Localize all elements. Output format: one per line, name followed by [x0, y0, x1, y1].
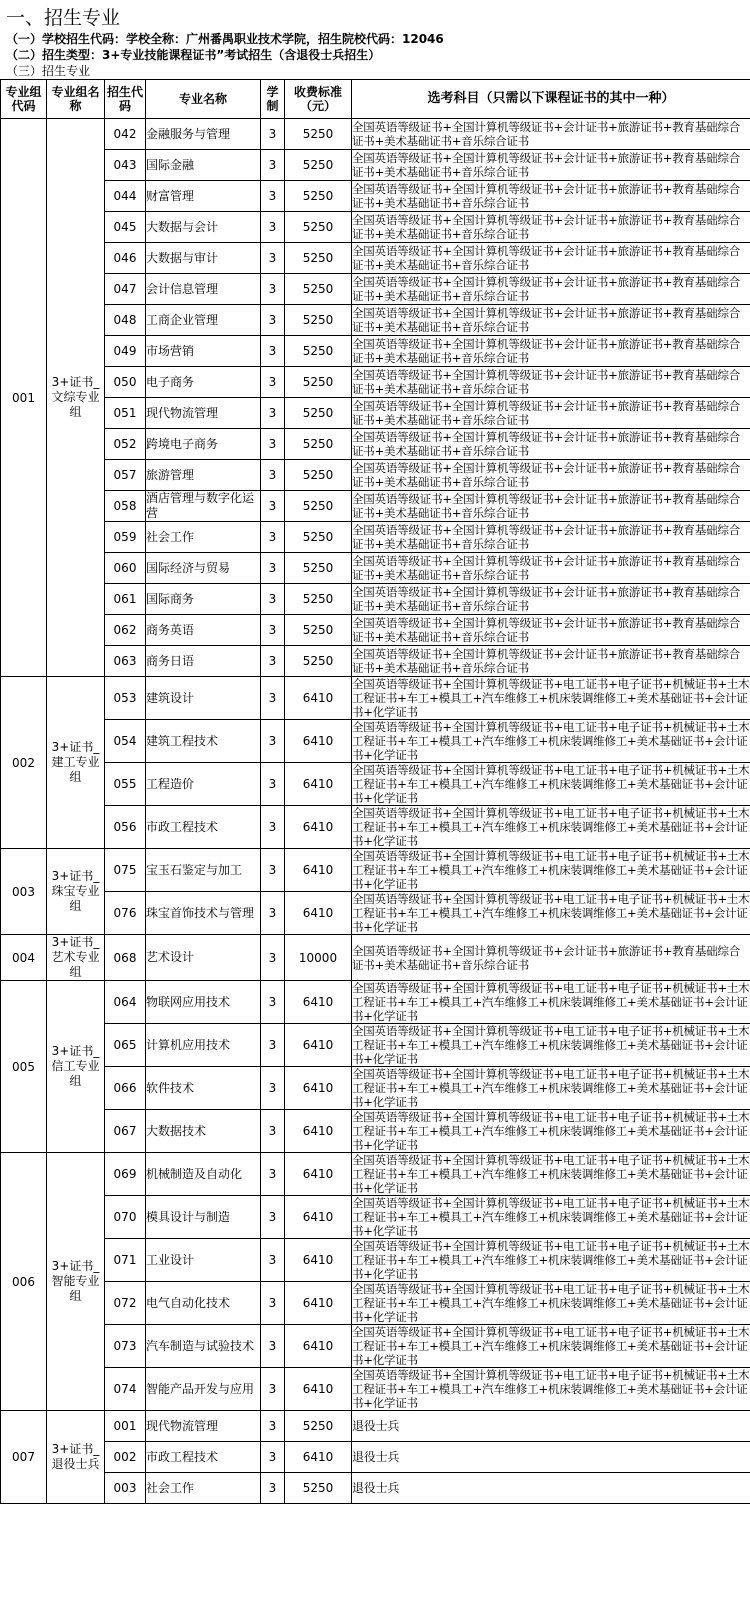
- major-code-cell: 073: [105, 1325, 146, 1368]
- table-row: [1, 336, 750, 367]
- header-row: [1, 80, 750, 119]
- major-code-cell: 055: [105, 763, 146, 806]
- fee-cell: 5250: [285, 305, 352, 336]
- years-cell: 3: [261, 522, 285, 553]
- major-name-cell: 建筑工程技术: [146, 720, 261, 763]
- years-cell: 3: [261, 1110, 285, 1153]
- years-cell: 3: [261, 274, 285, 305]
- subjects-cell: 全国英语等级证书+全国计算机等级证书+会计证书+旅游证书+教育基础综合证书+美术基础证书+音乐综合证书: [352, 367, 750, 398]
- years-cell: 3: [261, 1411, 285, 1442]
- fee-cell: 10000: [285, 935, 352, 981]
- subjects-cell: 全国英语等级证书+全国计算机等级证书+电工证书+电子证书+机械证书+土木工程证书+车工+模具工+汽车维修工+机床装调维修工+美术基础证书+会计证书+化学证书: [352, 1282, 750, 1324]
- fee-cell: 5250: [285, 336, 352, 367]
- major-name-cell: 市政工程技术: [146, 806, 261, 849]
- subjects-cell: 全国英语等级证书+全国计算机等级证书+电工证书+电子证书+机械证书+土木工程证书+车工+模具工+汽车维修工+机床装调维修工+美术基础证书+会计证书+化学证书: [352, 720, 750, 762]
- subjects-cell: 退役士兵: [352, 1473, 750, 1504]
- major-name-cell: 建筑设计: [146, 677, 261, 720]
- major-name-cell: 会计信息管理: [146, 274, 261, 305]
- subjects-cell: 全国英语等级证书+全国计算机等级证书+会计证书+旅游证书+教育基础综合证书+美术基础证书+音乐综合证书: [352, 305, 750, 336]
- subjects-cell: 全国英语等级证书+全国计算机等级证书+电工证书+电子证书+机械证书+土木工程证书+车工+模具工+汽车维修工+机床装调维修工+美术基础证书+会计证书+化学证书: [352, 1325, 750, 1367]
- major-name-cell: 艺术设计: [146, 935, 261, 981]
- major-name-cell: 电气自动化技术: [146, 1282, 261, 1325]
- table-row: [1, 1067, 750, 1110]
- years-cell: 3: [261, 367, 285, 398]
- table-row: [1, 212, 750, 243]
- major-code-cell: 056: [105, 806, 146, 849]
- major-code-cell: 064: [105, 981, 146, 1024]
- major-code-cell: 072: [105, 1282, 146, 1325]
- subjects-cell: 全国英语等级证书+全国计算机等级证书+会计证书+旅游证书+教育基础综合证书+美术基础证书+音乐综合证书: [352, 150, 750, 181]
- table-row: [1, 763, 750, 806]
- fee-cell: 5250: [285, 522, 352, 553]
- major-name-cell: 模具设计与制造: [146, 1196, 261, 1239]
- fee-cell: 6410: [285, 1196, 352, 1239]
- major-name-cell: 跨境电子商务: [146, 429, 261, 460]
- subjects-cell: 全国英语等级证书+全国计算机等级证书+会计证书+旅游证书+教育基础综合证书+美术基础证书+音乐综合证书: [352, 491, 750, 522]
- fee-cell: 6410: [285, 1282, 352, 1325]
- fee-cell: 6410: [285, 1067, 352, 1110]
- subjects-cell: 全国英语等级证书+全国计算机等级证书+会计证书+旅游证书+教育基础综合证书+美术基础证书+音乐综合证书: [352, 646, 750, 677]
- major-code-cell: 057: [105, 460, 146, 491]
- major-name-cell: 市场营销: [146, 336, 261, 367]
- fee-cell: 6410: [285, 763, 352, 806]
- fee-cell: 6410: [285, 1110, 352, 1153]
- major-name-cell: 大数据与会计: [146, 212, 261, 243]
- header-major-code: 招生代码: [105, 80, 146, 119]
- group-code-cell: 004: [1, 935, 47, 981]
- table-row: [1, 491, 750, 522]
- fee-cell: 6410: [285, 1024, 352, 1067]
- fee-cell: 5250: [285, 460, 352, 491]
- fee-cell: 5250: [285, 150, 352, 181]
- fee-cell: 6410: [285, 1325, 352, 1368]
- fee-cell: 6410: [285, 1239, 352, 1282]
- fee-cell: 6410: [285, 892, 352, 935]
- fee-cell: 6410: [285, 981, 352, 1024]
- years-cell: 3: [261, 720, 285, 763]
- header-subjects: 选考科目（只需以下课程证书的其中一种）: [352, 80, 750, 119]
- major-code-cell: 059: [105, 522, 146, 553]
- major-name-cell: 工商企业管理: [146, 305, 261, 336]
- subjects-cell: 全国英语等级证书+全国计算机等级证书+会计证书+旅游证书+教育基础综合证书+美术基础证书+音乐综合证书: [352, 553, 750, 584]
- subjects-cell: 全国英语等级证书+全国计算机等级证书+会计证书+旅游证书+教育基础综合证书+美术基础证书+音乐综合证书: [352, 336, 750, 367]
- major-name-cell: 现代物流管理: [146, 398, 261, 429]
- fee-cell: 5250: [285, 243, 352, 274]
- table-row: [1, 398, 750, 429]
- table-row: [1, 1442, 750, 1473]
- major-code-cell: 061: [105, 584, 146, 615]
- major-code-cell: 063: [105, 646, 146, 677]
- major-name-cell: 金融服务与管理: [146, 119, 261, 150]
- years-cell: 3: [261, 1196, 285, 1239]
- major-name-cell: 宝玉石鉴定与加工: [146, 849, 261, 892]
- subjects-cell: 全国英语等级证书+全国计算机等级证书+会计证书+旅游证书+教育基础综合证书+美术基础证书+音乐综合证书: [352, 181, 750, 212]
- group-name-cell: 3+证书_智能专业组: [47, 1153, 105, 1411]
- fee-cell: 5250: [285, 398, 352, 429]
- major-code-cell: 060: [105, 553, 146, 584]
- subjects-cell: 全国英语等级证书+全国计算机等级证书+电工证书+电子证书+机械证书+土木工程证书+车工+模具工+汽车维修工+机床装调维修工+美术基础证书+会计证书+化学证书: [352, 763, 750, 805]
- subjects-cell: 全国英语等级证书+全国计算机等级证书+会计证书+旅游证书+教育基础综合证书+美术基础证书+音乐综合证书: [352, 584, 750, 615]
- major-name-cell: 国际金融: [146, 150, 261, 181]
- major-name-cell: 汽车制造与试验技术: [146, 1325, 261, 1368]
- fee-cell: 5250: [285, 646, 352, 677]
- major-name-cell: 物联网应用技术: [146, 981, 261, 1024]
- fee-cell: 5250: [285, 181, 352, 212]
- years-cell: 3: [261, 119, 285, 150]
- group-code-cell: 007: [1, 1411, 47, 1504]
- years-cell: 3: [261, 1067, 285, 1110]
- fee-cell: 5250: [285, 429, 352, 460]
- major-code-cell: 003: [105, 1473, 146, 1504]
- fee-cell: 5250: [285, 584, 352, 615]
- major-code-cell: 074: [105, 1368, 146, 1411]
- major-code-cell: 067: [105, 1110, 146, 1153]
- subjects-cell: 全国英语等级证书+全国计算机等级证书+会计证书+旅游证书+教育基础综合证书+美术基础证书+音乐综合证书: [352, 429, 750, 460]
- major-code-cell: 054: [105, 720, 146, 763]
- major-name-cell: 国际商务: [146, 584, 261, 615]
- major-code-cell: 052: [105, 429, 146, 460]
- table-row: [1, 460, 750, 491]
- group-name-cell: 3+证书_文综专业组: [47, 119, 105, 677]
- major-code-cell: 065: [105, 1024, 146, 1067]
- major-name-cell: 社会工作: [146, 522, 261, 553]
- years-cell: 3: [261, 981, 285, 1024]
- years-cell: 3: [261, 849, 285, 892]
- table-row: [1, 150, 750, 181]
- years-cell: 3: [261, 763, 285, 806]
- header-years: 学制: [261, 80, 285, 119]
- major-name-cell: 电子商务: [146, 367, 261, 398]
- years-cell: 3: [261, 892, 285, 935]
- table-row: [1, 522, 750, 553]
- major-code-cell: 053: [105, 677, 146, 720]
- table-row: [1, 892, 750, 935]
- subjects-cell: 退役士兵: [352, 1411, 750, 1442]
- table-row: [1, 677, 750, 720]
- major-code-cell: 062: [105, 615, 146, 646]
- years-cell: 3: [261, 935, 285, 981]
- years-cell: 3: [261, 305, 285, 336]
- years-cell: 3: [261, 646, 285, 677]
- table-row: [1, 553, 750, 584]
- major-code-cell: 051: [105, 398, 146, 429]
- major-name-cell: 社会工作: [146, 1473, 261, 1504]
- fee-cell: 6410: [285, 1442, 352, 1473]
- table-row: [1, 181, 750, 212]
- years-cell: 3: [261, 212, 285, 243]
- years-cell: 3: [261, 1282, 285, 1325]
- subjects-cell: 全国英语等级证书+全国计算机等级证书+会计证书+旅游证书+教育基础综合证书+美术基础证书+音乐综合证书: [352, 212, 750, 243]
- years-cell: 3: [261, 150, 285, 181]
- group-code-cell: 005: [1, 981, 47, 1153]
- group-name-cell: 3+证书_珠宝专业组: [47, 849, 105, 935]
- fee-cell: 5250: [285, 553, 352, 584]
- table-row: [1, 305, 750, 336]
- group-code-cell: 001: [1, 119, 47, 677]
- major-code-cell: 071: [105, 1239, 146, 1282]
- table-row: [1, 1473, 750, 1504]
- subjects-cell: 全国英语等级证书+全国计算机等级证书+会计证书+旅游证书+教育基础综合证书+美术基础证书+音乐综合证书: [352, 615, 750, 646]
- subjects-cell: 全国英语等级证书+全国计算机等级证书+电工证书+电子证书+机械证书+土木工程证书+车工+模具工+汽车维修工+机床装调维修工+美术基础证书+会计证书+化学证书: [352, 981, 750, 1023]
- years-cell: 3: [261, 491, 285, 522]
- fee-cell: 5250: [285, 491, 352, 522]
- table-body: [1, 119, 750, 1504]
- years-cell: 3: [261, 1442, 285, 1473]
- table-row: [1, 1325, 750, 1368]
- subjects-cell: 全国英语等级证书+全国计算机等级证书+会计证书+旅游证书+教育基础综合证书+美术基础证书+音乐综合证书: [352, 935, 750, 981]
- major-code-cell: 050: [105, 367, 146, 398]
- group-code-cell: 006: [1, 1153, 47, 1411]
- major-name-cell: 商务英语: [146, 615, 261, 646]
- subjects-cell: 全国英语等级证书+全国计算机等级证书+电工证书+电子证书+机械证书+土木工程证书+车工+模具工+汽车维修工+机床装调维修工+美术基础证书+会计证书+化学证书: [352, 806, 750, 848]
- subjects-cell: 全国英语等级证书+全国计算机等级证书+会计证书+旅游证书+教育基础综合证书+美术基础证书+音乐综合证书: [352, 274, 750, 305]
- fee-cell: 6410: [285, 720, 352, 763]
- major-name-cell: 国际经济与贸易: [146, 553, 261, 584]
- fee-cell: 6410: [285, 1368, 352, 1411]
- table-row: [1, 1153, 750, 1196]
- major-name-cell: 工程造价: [146, 763, 261, 806]
- major-name-cell: 大数据技术: [146, 1110, 261, 1153]
- years-cell: 3: [261, 806, 285, 849]
- years-cell: 3: [261, 181, 285, 212]
- page-title: 一、招生专业: [6, 7, 121, 29]
- fee-cell: 6410: [285, 806, 352, 849]
- subjects-cell: 全国英语等级证书+全国计算机等级证书+电工证书+电子证书+机械证书+土木工程证书+车工+模具工+汽车维修工+机床装调维修工+美术基础证书+会计证书+化学证书: [352, 1153, 750, 1195]
- fee-cell: 5250: [285, 212, 352, 243]
- fee-cell: 6410: [285, 677, 352, 720]
- table-row: [1, 584, 750, 615]
- major-code-cell: 049: [105, 336, 146, 367]
- subjects-cell: 全国英语等级证书+全国计算机等级证书+电工证书+电子证书+机械证书+土木工程证书+车工+模具工+汽车维修工+机床装调维修工+美术基础证书+会计证书+化学证书: [352, 1024, 750, 1066]
- major-code-cell: 044: [105, 181, 146, 212]
- major-code-cell: 042: [105, 119, 146, 150]
- table-row: [1, 615, 750, 646]
- subjects-cell: 全国英语等级证书+全国计算机等级证书+电工证书+电子证书+机械证书+土木工程证书+车工+模具工+汽车维修工+机床装调维修工+美术基础证书+会计证书+化学证书: [352, 1368, 750, 1410]
- enrollment-type-line: （二）招生类型：3+专业技能课程证书”考试招生（含退役士兵招生）: [6, 48, 381, 62]
- subjects-cell: 全国英语等级证书+全国计算机等级证书+会计证书+旅游证书+教育基础综合证书+美术基础证书+音乐综合证书: [352, 119, 750, 150]
- years-cell: 3: [261, 584, 285, 615]
- major-name-cell: 商务日语: [146, 646, 261, 677]
- subjects-cell: 全国英语等级证书+全国计算机等级证书+电工证书+电子证书+机械证书+土木工程证书+车工+模具工+汽车维修工+机床装调维修工+美术基础证书+会计证书+化学证书: [352, 1239, 750, 1281]
- major-name-cell: 财富管理: [146, 181, 261, 212]
- major-name-cell: 大数据与审计: [146, 243, 261, 274]
- subjects-cell: 全国英语等级证书+全国计算机等级证书+电工证书+电子证书+机械证书+土木工程证书+车工+模具工+汽车维修工+机床装调维修工+美术基础证书+会计证书+化学证书: [352, 1110, 750, 1152]
- table-row: [1, 1368, 750, 1411]
- major-code-cell: 058: [105, 491, 146, 522]
- subjects-cell: 全国英语等级证书+全国计算机等级证书+会计证书+旅游证书+教育基础综合证书+美术基础证书+音乐综合证书: [352, 522, 750, 553]
- major-code-cell: 046: [105, 243, 146, 274]
- fee-cell: 6410: [285, 849, 352, 892]
- fee-cell: 5250: [285, 274, 352, 305]
- years-cell: 3: [261, 1239, 285, 1282]
- table-row: [1, 720, 750, 763]
- major-name-cell: 现代物流管理: [146, 1411, 261, 1442]
- header-group-code: 专业组代码: [1, 80, 47, 119]
- years-cell: 3: [261, 1024, 285, 1067]
- school-info-line: （一）学校招生代码：学校全称：广州番禺职业技术学院，招生院校代码：12046: [6, 32, 444, 46]
- major-name-cell: 珠宝首饰技术与管理: [146, 892, 261, 935]
- major-name-cell: 工业设计: [146, 1239, 261, 1282]
- group-code-cell: 003: [1, 849, 47, 935]
- major-code-cell: 047: [105, 274, 146, 305]
- years-cell: 3: [261, 553, 285, 584]
- years-cell: 3: [261, 1153, 285, 1196]
- major-code-cell: 043: [105, 150, 146, 181]
- table-row: [1, 1282, 750, 1325]
- years-cell: 3: [261, 429, 285, 460]
- subjects-cell: 全国英语等级证书+全国计算机等级证书+电工证书+电子证书+机械证书+土木工程证书+车工+模具工+汽车维修工+机床装调维修工+美术基础证书+会计证书+化学证书: [352, 849, 750, 891]
- group-code-cell: 002: [1, 677, 47, 849]
- years-cell: 3: [261, 1368, 285, 1411]
- years-cell: 3: [261, 398, 285, 429]
- table-row: [1, 1239, 750, 1282]
- major-code-cell: 066: [105, 1067, 146, 1110]
- fee-cell: 5250: [285, 1411, 352, 1442]
- fee-cell: 5250: [285, 367, 352, 398]
- major-code-cell: 069: [105, 1153, 146, 1196]
- table-row: [1, 1110, 750, 1153]
- table-row: [1, 119, 750, 150]
- years-cell: 3: [261, 677, 285, 720]
- major-code-cell: 001: [105, 1411, 146, 1442]
- major-code-cell: 075: [105, 849, 146, 892]
- subjects-cell: 全国英语等级证书+全国计算机等级证书+会计证书+旅游证书+教育基础综合证书+美术基础证书+音乐综合证书: [352, 243, 750, 274]
- major-name-cell: 智能产品开发与应用: [146, 1368, 261, 1411]
- major-name-cell: 软件技术: [146, 1067, 261, 1110]
- table-row: [1, 935, 750, 981]
- table-row: [1, 1411, 750, 1442]
- major-name-cell: 计算机应用技术: [146, 1024, 261, 1067]
- subjects-cell: 全国英语等级证书+全国计算机等级证书+电工证书+电子证书+机械证书+土木工程证书+车工+模具工+汽车维修工+机床装调维修工+美术基础证书+会计证书+化学证书: [352, 1067, 750, 1109]
- header-group-name: 专业组名称: [47, 80, 105, 119]
- section-heading: （三）招生专业: [6, 64, 91, 78]
- fee-cell: 6410: [285, 1153, 352, 1196]
- major-name-cell: 市政工程技术: [146, 1442, 261, 1473]
- table-row: [1, 1024, 750, 1067]
- major-code-cell: 076: [105, 892, 146, 935]
- group-name-cell: 3+证书_建工专业组: [47, 677, 105, 849]
- subjects-cell: 全国英语等级证书+全国计算机等级证书+会计证书+旅游证书+教育基础综合证书+美术基础证书+音乐综合证书: [352, 460, 750, 491]
- major-name-cell: 旅游管理: [146, 460, 261, 491]
- table-row: [1, 243, 750, 274]
- table-row: [1, 981, 750, 1024]
- fee-cell: 5250: [285, 615, 352, 646]
- subjects-cell: 全国英语等级证书+全国计算机等级证书+电工证书+电子证书+机械证书+土木工程证书+车工+模具工+汽车维修工+机床装调维修工+美术基础证书+会计证书+化学证书: [352, 677, 750, 719]
- group-name-cell: 3+证书_信工专业组: [47, 981, 105, 1153]
- fee-cell: 5250: [285, 1473, 352, 1504]
- table-row: [1, 849, 750, 892]
- subjects-cell: 全国英语等级证书+全国计算机等级证书+电工证书+电子证书+机械证书+土木工程证书+车工+模具工+汽车维修工+机床装调维修工+美术基础证书+会计证书+化学证书: [352, 892, 750, 934]
- subjects-cell: 退役士兵: [352, 1442, 750, 1473]
- years-cell: 3: [261, 1325, 285, 1368]
- table-row: [1, 1196, 750, 1239]
- table-row: [1, 274, 750, 305]
- years-cell: 3: [261, 1473, 285, 1504]
- major-code-cell: 070: [105, 1196, 146, 1239]
- fee-cell: 5250: [285, 119, 352, 150]
- subjects-cell: 全国英语等级证书+全国计算机等级证书+电工证书+电子证书+机械证书+土木工程证书+车工+模具工+汽车维修工+机床装调维修工+美术基础证书+会计证书+化学证书: [352, 1196, 750, 1238]
- major-code-cell: 002: [105, 1442, 146, 1473]
- years-cell: 3: [261, 243, 285, 274]
- major-code-cell: 045: [105, 212, 146, 243]
- group-name-cell: 3+证书_艺术专业组: [47, 935, 105, 981]
- table-row: [1, 806, 750, 849]
- enrollment-table: [0, 79, 750, 1504]
- table-row: [1, 429, 750, 460]
- years-cell: 3: [261, 460, 285, 491]
- header-major-name: 专业名称: [146, 80, 261, 119]
- group-name-cell: 3+证书_退役士兵: [47, 1411, 105, 1504]
- major-code-cell: 068: [105, 935, 146, 981]
- table-row: [1, 367, 750, 398]
- years-cell: 3: [261, 336, 285, 367]
- header-fee: 收费标准（元）: [285, 80, 352, 119]
- years-cell: 3: [261, 615, 285, 646]
- table-row: [1, 646, 750, 677]
- major-name-cell: 酒店管理与数字化运营: [146, 491, 261, 522]
- major-code-cell: 048: [105, 305, 146, 336]
- major-name-cell: 机械制造及自动化: [146, 1153, 261, 1196]
- subjects-cell: 全国英语等级证书+全国计算机等级证书+会计证书+旅游证书+教育基础综合证书+美术基础证书+音乐综合证书: [352, 398, 750, 429]
